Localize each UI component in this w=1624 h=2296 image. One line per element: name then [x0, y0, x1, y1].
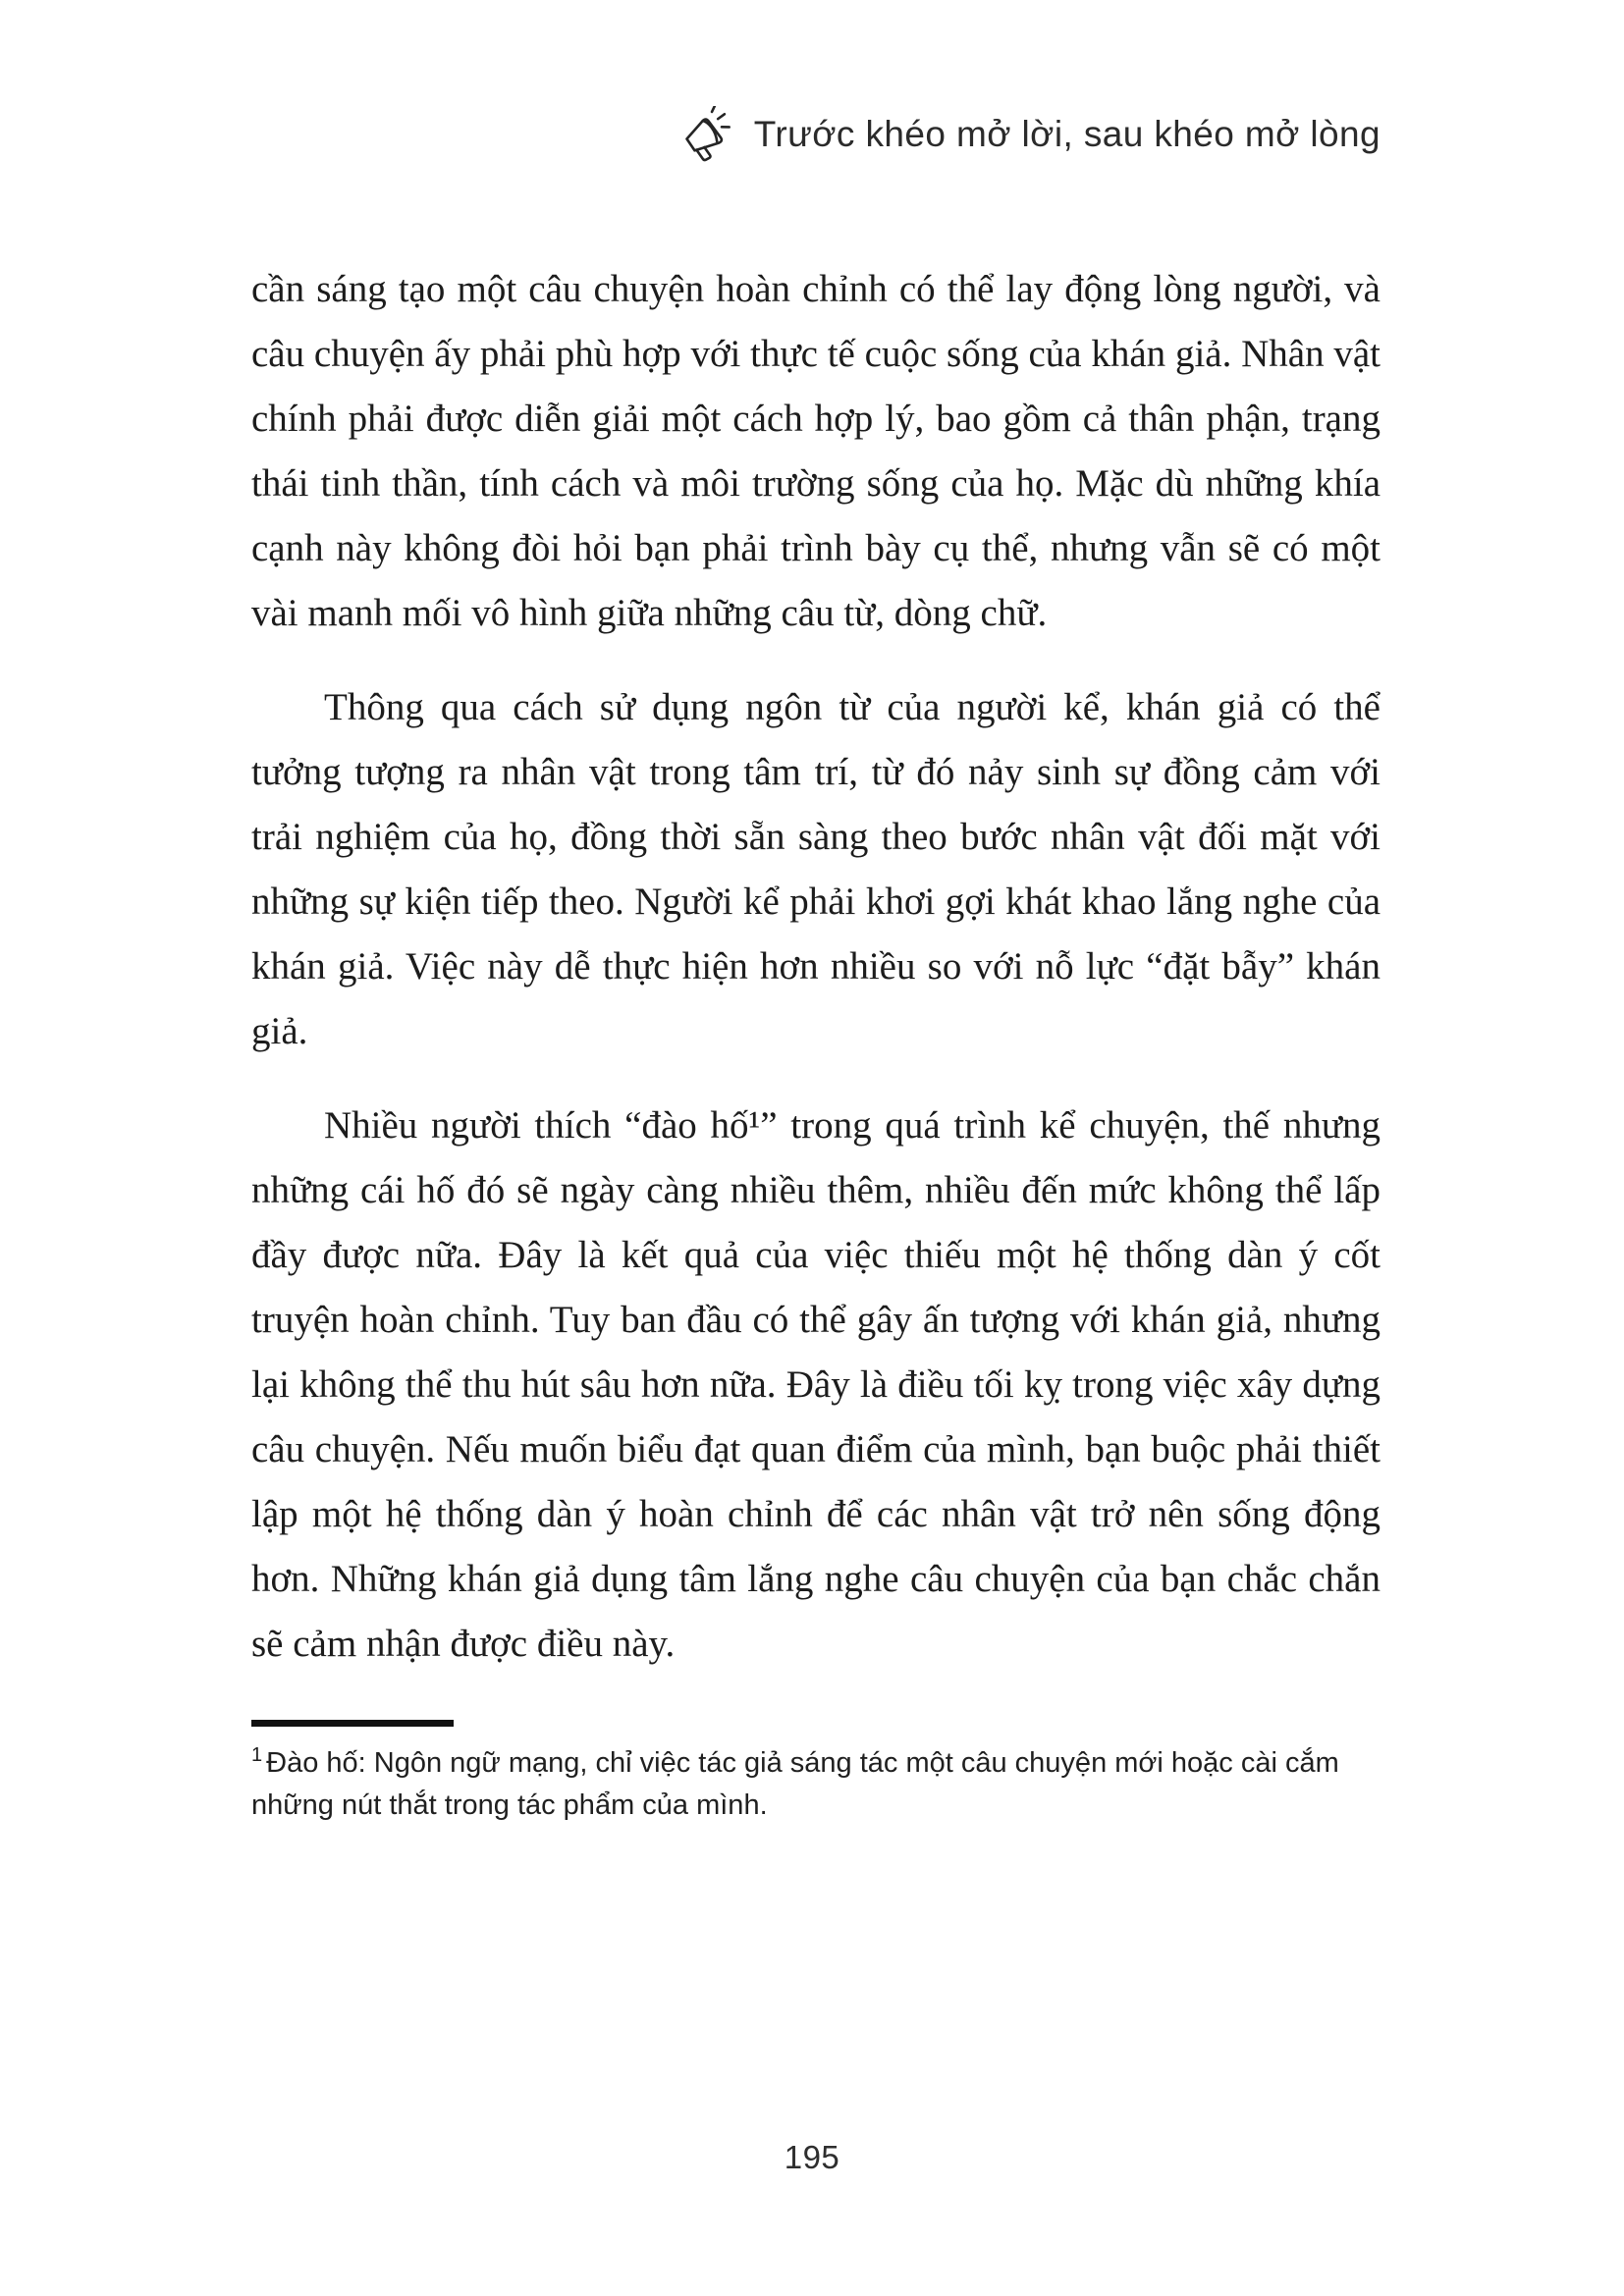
page-number: 195	[784, 2139, 840, 2175]
running-header	[251, 106, 1380, 163]
content-column	[251, 0, 1380, 1827]
footnote-body: Đào hố: Ngôn ngữ mạng, chỉ việc tác giả sáng tác một câu chuyện mới hoặc cài cắm những nút thắt trong tác phẩm của mình.	[251, 1747, 1339, 1821]
paragraph: Thông qua cách sử dụng ngôn từ của người kể, khán giả có thể tưởng tượng ra nhân vật trong tâm trí, từ đó nảy sinh sự đồng cảm với trải nghiệm của họ, đồng thời sẵn sàng theo bước nhân vật đối mặt với những sự kiện tiếp theo. Người kể phải khơi gợi khát khao lắng nghe của khán giả. Việc này dễ thực hiện hơn nhiều so với nỗ lực “đặt bẫy” khán giả.	[251, 686, 1380, 1052]
paragraph: Nhiều người thích “đào hố¹” trong quá trình kể chuyện, thế nhưng những cái hố đó sẽ ngày càng nhiều thêm, nhiều đến mức không thể lấp đầy được nữa. Đây là kết quả của việc thiếu một hệ thống dàn ý cốt truyện hoàn chỉnh. Tuy ban đầu có thể gây ấn tượng với khán giả, nhưng lại không thể thu hút sâu hơn nữa. Đây là điều tối kỵ trong việc xây dựng câu chuyện. Nếu muốn biểu đạt quan điểm của mình, bạn buộc phải thiết lập một hệ thống dàn ý hoàn chỉnh để các nhân vật trở nên sống động hơn. Những khán giả dụng tâm lắng nghe câu chuyện của bạn chắc chắn sẽ cảm nhận được điều này.	[251, 1104, 1380, 1665]
footnote-marker: 1	[251, 1744, 263, 1767]
running-header-title: Trước khéo mở lời, sau khéo mở lòng	[753, 114, 1380, 154]
footnote-text	[251, 1742, 1380, 1827]
footnote-block	[251, 1720, 1380, 1827]
paragraph: cần sáng tạo một câu chuyện hoàn chỉnh có thể lay động lòng người, và câu chuyện ấy phải phù hợp với thực tế cuộc sống của khán giả. Nhân vật chính phải được diễn giải một cách hợp lý, bao gồm cả thân phận, trạng thái tinh thần, tính cách và môi trường sống của họ. Mặc dù những khía cạnh này không đòi hỏi bạn phải trình bày cụ thể, nhưng vẫn sẽ có một vài manh mối vô hình giữa những câu từ, dòng chữ.	[251, 268, 1380, 634]
footnote-divider	[251, 1720, 454, 1727]
megaphone-icon	[677, 106, 734, 163]
body-text	[251, 257, 1380, 1677]
